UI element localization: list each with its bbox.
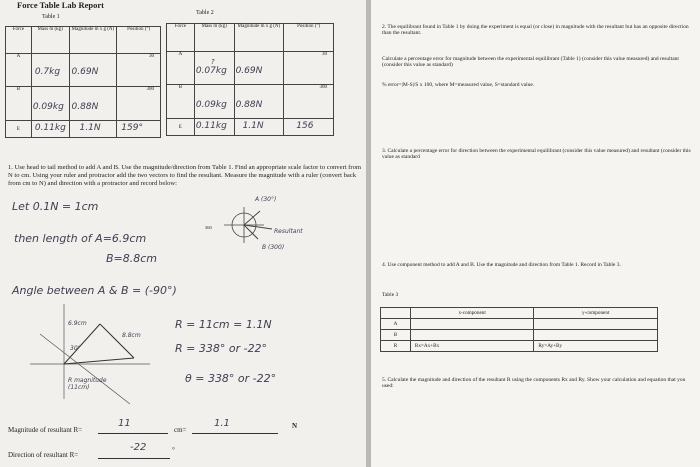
head-to-tail-diagram	[30, 304, 160, 414]
t1-force-e: E	[6, 121, 32, 138]
t2-header-magnitude: Magnitude m x g (N)	[234, 24, 284, 52]
diagram-resultant-label: R magnitude (11cm)	[68, 377, 107, 391]
table2-caption: Table 2	[196, 10, 214, 16]
sketch-a-label: A (30°)	[255, 196, 277, 203]
t3-header-y: y-component	[534, 308, 658, 319]
hw-scale: Let 0.1N = 1cm	[12, 200, 99, 213]
t1-pos-b: 300	[117, 87, 161, 121]
t3-row-b-label: B	[381, 330, 411, 341]
t3-row-r-x: Rx=Ax+Bx	[410, 341, 534, 352]
t1-pos-e: 159°	[121, 123, 143, 133]
t1-header-magnitude: Magnitude m x g (N)	[69, 27, 117, 54]
diagram-b-length: 8.8cm	[122, 332, 141, 339]
degree-symbol: °	[172, 446, 175, 454]
magnitude-n-value: 1.1	[214, 418, 230, 429]
t2-force-a: A	[167, 52, 195, 85]
t1-header-force: Force	[6, 27, 32, 54]
t2-header-mass: Mass m (kg)	[194, 24, 234, 52]
sketch-b-label: B (300)	[262, 244, 285, 251]
instruction-1: 1. Use head to tail method to add A and B. Use the magnitude/direction from Table 1. Find an appropriate scale factor to convert from N to cm. Using your ruler and protractor add the two vectors to find the resultant. Measure the magnitude with a ruler (convert back from cm to N) and direction with a protractor and record below:	[8, 164, 361, 188]
magnitude-cm-underline	[98, 433, 168, 434]
table-3	[380, 307, 658, 352]
table1-caption: Table 1	[42, 14, 60, 20]
question-5: 5. Calculate the magnitude and direction of the resultant R using the components Rx and Ry. Show your calculation and equation that you used:	[382, 377, 686, 390]
t2-mag-b: 0.88N	[235, 100, 263, 110]
question-2-formula: % error=|M-S|/S x 100, where M=measured value, S=standard value.	[382, 82, 535, 88]
t2-header-force: Force	[167, 24, 195, 52]
question-3: 3. Calculate a percentage error for direction between the experimental equilibrant (consider this value measured) and resultant (consider this value as standard	[382, 148, 691, 161]
t3-row-a-label: A	[381, 319, 411, 330]
t3-row-r-label: R	[381, 341, 411, 352]
t2-mass-b: 0.09kg	[195, 100, 227, 110]
t2-force-e: E	[167, 119, 195, 136]
t2-mass-e: 0.11kg	[195, 121, 227, 131]
magnitude-label: Magnitude of resultant R=	[8, 426, 83, 434]
hw-resultant-direction-2: θ = 338° or -22°	[185, 372, 277, 385]
t3-row-a-y	[534, 319, 658, 330]
t1-mag-e: 1.1N	[79, 123, 101, 133]
t2-mass-a: 0.07kg	[195, 66, 227, 76]
t2-pos-e: 156	[296, 121, 314, 131]
t2-pos-a: 30	[284, 52, 334, 85]
hw-resultant-magnitude: R = 11cm = 1.1N	[175, 318, 272, 331]
t1-pos-a: 30	[117, 54, 161, 87]
sketch-resultant-label: Resultant	[274, 228, 303, 235]
table-2	[166, 23, 334, 136]
t2-pos-b: 300	[284, 85, 334, 119]
t1-mag-b: 0.88N	[71, 102, 99, 112]
diagram-angle: 30°	[70, 345, 81, 352]
hw-length-b: B=8.8cm	[106, 252, 158, 265]
direction-underline	[98, 458, 170, 459]
magnitude-cm-value: 11	[118, 418, 131, 429]
t2-force-b: B	[167, 85, 195, 119]
hw-resultant-direction-1: R = 338° or -22°	[175, 342, 268, 355]
report-heading: Force Table Lab Report	[17, 0, 104, 10]
t1-mag-a: 0.69N	[71, 67, 99, 77]
diagram-a-length: 6.9cm	[68, 320, 87, 327]
t3-row-r-y: Ry=Ay+By	[534, 341, 658, 352]
t1-force-a: A	[6, 54, 32, 87]
table-1	[5, 26, 161, 138]
t2-mark-a: ?	[210, 58, 215, 66]
t1-mass-a: 0.7kg	[34, 67, 61, 77]
question-2: 2. The equilibrant found in Table 1 by doing the experiment is equal (or close) in magnitude with the resultant but has an opposite direction than the resultant.	[382, 24, 689, 37]
t1-mass-e: 0.11kg	[34, 123, 66, 133]
direction-label: Direction of resultant R=	[8, 451, 79, 459]
vector-sketch	[200, 195, 310, 255]
t3-row-a-x	[410, 319, 534, 330]
t2-mag-e: 1.1N	[242, 121, 264, 131]
t1-force-b: B	[6, 87, 32, 121]
t1-header-position: Position (°)	[117, 27, 161, 54]
n-label: N	[292, 422, 298, 430]
t1-mass-b: 0.09kg	[32, 102, 64, 112]
t2-mag-a: 0.69N	[235, 66, 263, 76]
t1-header-mass: Mass m (kg)	[31, 27, 69, 54]
t3-row-b-y	[534, 330, 658, 341]
t2-header-position: Position (°)	[284, 24, 334, 52]
t3-header-blank	[381, 308, 411, 319]
sketch-360-label: 360	[205, 225, 212, 230]
direction-value: -22	[130, 442, 147, 453]
right-page	[371, 0, 700, 467]
magnitude-n-underline	[192, 433, 278, 434]
question-4: 4. Use component method to add A and B. Use the magnitude and direction from Table 1. Record in Table 3.	[382, 262, 621, 268]
question-2-calc: Calculate a percentage error for magnitude between the experimental equilibrant (Table 1) (consider this value measured) and resultant (consider this value as standard)	[382, 56, 679, 69]
cm-label: cm=	[174, 426, 187, 434]
hw-angle: Angle between A & B = (-90°)	[12, 284, 177, 297]
t3-row-b-x	[410, 330, 534, 341]
table3-caption: Table 3	[382, 292, 399, 298]
t3-header-x: x-component	[410, 308, 534, 319]
hw-length-a: then length of A=6.9cm	[14, 232, 147, 245]
